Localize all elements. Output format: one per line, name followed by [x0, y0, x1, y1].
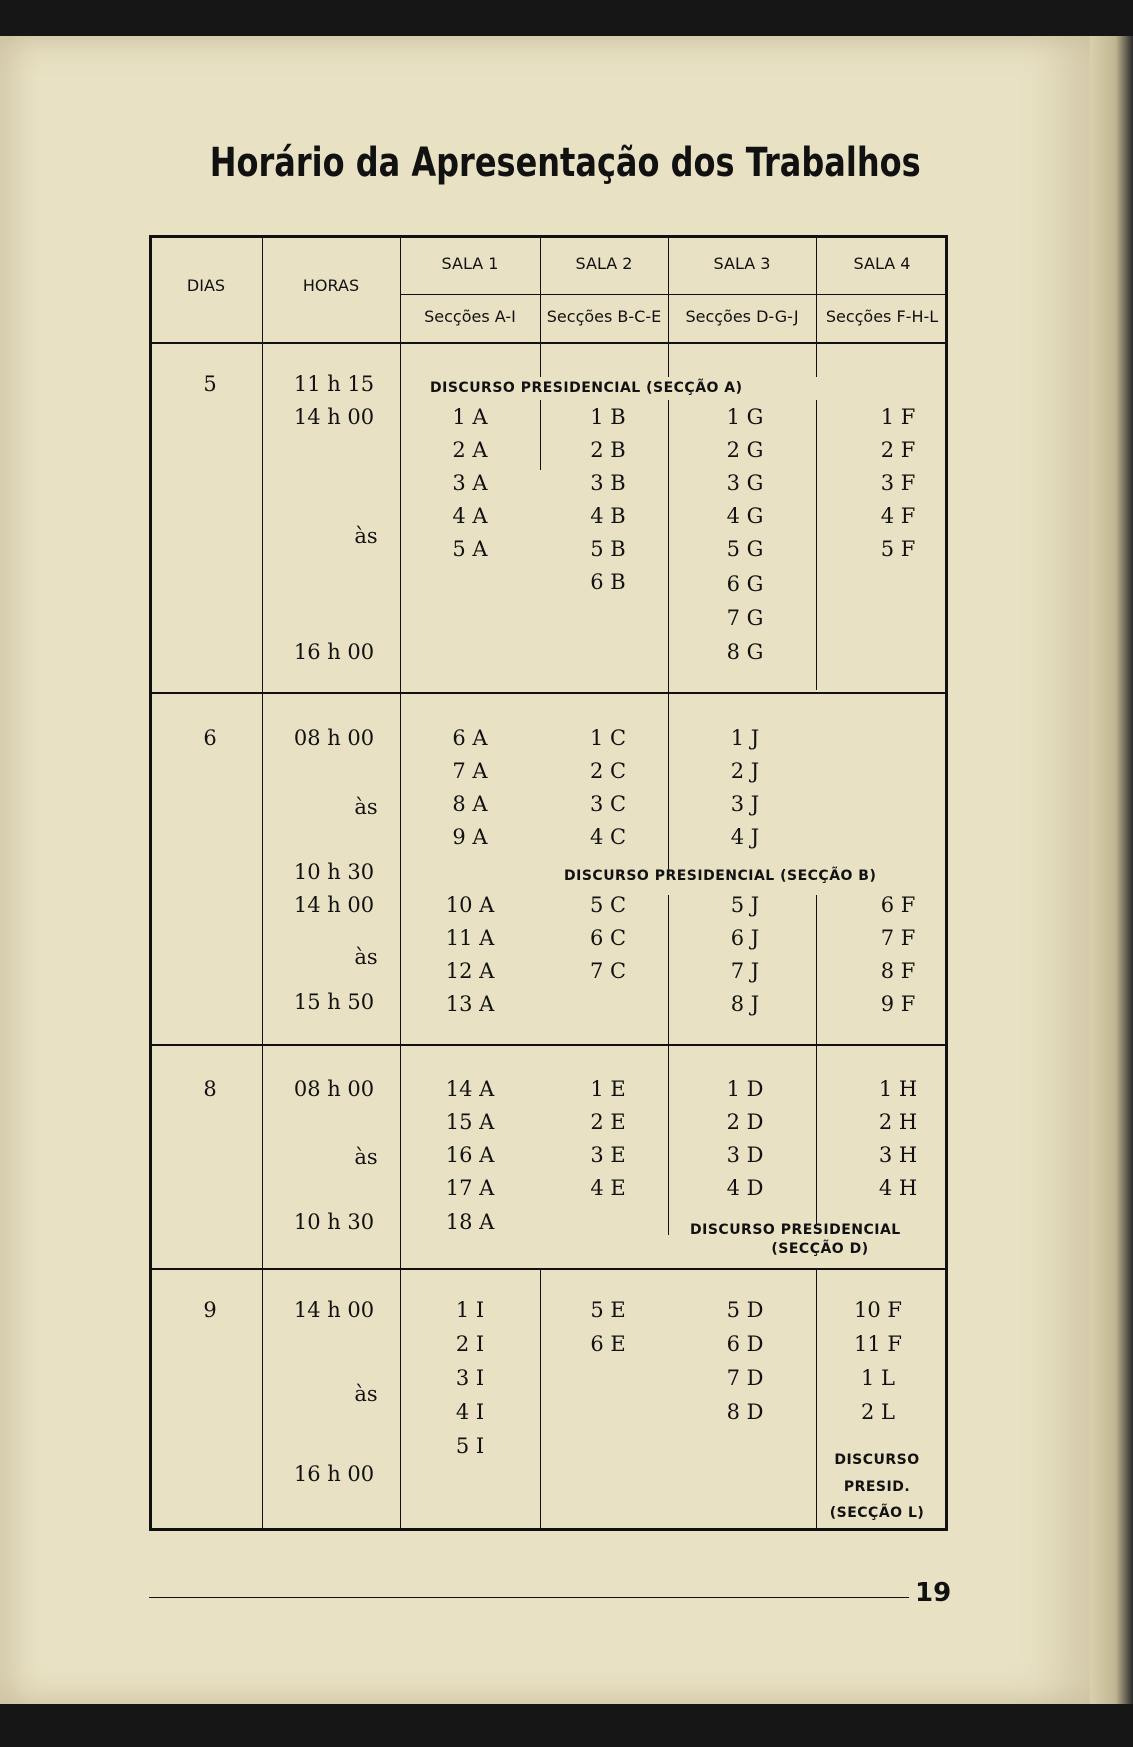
page-number: 19 — [915, 1578, 952, 1608]
time-label: 16 h 00 — [293, 1462, 375, 1486]
header-seccoes1: Secções A-I — [424, 307, 516, 326]
time-label: 16 h 00 — [293, 640, 375, 664]
session-cell: 8 J — [730, 992, 760, 1016]
session-cell: 4 G — [726, 504, 764, 528]
session-cell: 3 B — [590, 471, 626, 495]
session-cell: 5 A — [452, 537, 488, 561]
header-seccoes4: Secções F-H-L — [825, 307, 939, 326]
session-cell: 4 I — [455, 1400, 485, 1424]
session-cell: 4 C — [589, 825, 627, 849]
col-divider-sala2-body — [668, 400, 669, 870]
session-cell: 1 J — [730, 726, 760, 750]
session-cell: 8 G — [726, 640, 764, 664]
session-cell: 14 A — [445, 1077, 495, 1101]
header-bottom-line — [151, 342, 946, 344]
discurso-presidencial-a: DISCURSO PRESIDENCIAL (SECÇÃO A) — [430, 380, 743, 396]
day-label: 5 — [203, 372, 217, 396]
session-cell: 7 G — [726, 606, 764, 630]
session-cell: 4 A — [452, 504, 488, 528]
session-cell: 8 F — [880, 959, 916, 983]
session-cell: 9 A — [452, 825, 488, 849]
session-cell: 3 E — [590, 1143, 626, 1167]
col-divider-sala3 — [816, 237, 817, 377]
session-cell: 2 C — [589, 759, 627, 783]
session-cell: 2 J — [730, 759, 760, 783]
session-cell: 4 J — [730, 825, 760, 849]
session-cell: 3 G — [726, 471, 764, 495]
session-cell: 1 H — [878, 1077, 918, 1101]
time-label: 08 h 00 — [293, 726, 375, 750]
col-divider-horas — [400, 237, 401, 1529]
session-cell: 3 J — [730, 792, 760, 816]
session-cell: 5 I — [455, 1434, 485, 1458]
col-divider-sala1 — [540, 237, 541, 377]
header-seccoes3: Secções D-G-J — [685, 307, 799, 326]
day-label: 6 — [203, 726, 217, 750]
session-cell: 4 D — [726, 1176, 764, 1200]
col-divider-sala2 — [668, 237, 669, 377]
col-divider-sala3-body-d — [816, 1270, 817, 1530]
session-cell: 1 L — [861, 1366, 895, 1390]
discurso-l-line3: (SECÇÃO L) — [829, 1505, 925, 1521]
as-label: às — [354, 1382, 378, 1406]
col-divider-sala3-body-c — [816, 1045, 817, 1225]
day-label: 9 — [203, 1298, 217, 1322]
session-cell: 3 I — [455, 1366, 485, 1390]
session-cell: 1 I — [455, 1298, 485, 1322]
col-divider-dias — [262, 237, 263, 1529]
session-cell: 4 H — [878, 1176, 918, 1200]
session-cell: 5 F — [880, 537, 916, 561]
session-cell: 6 C — [589, 926, 627, 950]
session-cell: 11 A — [445, 926, 495, 950]
session-cell: 5 E — [590, 1298, 626, 1322]
session-cell: 2 B — [590, 438, 626, 462]
session-cell: 17 A — [445, 1176, 495, 1200]
session-cell: 1 D — [726, 1077, 764, 1101]
session-cell: 10 A — [445, 893, 495, 917]
discurso-l-line1: DISCURSO — [834, 1452, 920, 1468]
time-label: 10 h 30 — [293, 1210, 375, 1234]
session-cell: 2 I — [455, 1332, 485, 1356]
session-cell: 6 G — [726, 572, 764, 596]
session-cell: 1 A — [452, 405, 488, 429]
session-cell: 7 F — [880, 926, 916, 950]
day8-bottom-line — [151, 1268, 946, 1270]
col-divider-sala2-body-c — [668, 1045, 669, 1235]
session-cell: 12 A — [445, 959, 495, 983]
header-horas: HORAS — [302, 276, 360, 295]
discurso-presidencial-d: DISCURSO PRESIDENCIAL — [690, 1222, 901, 1238]
header-sala1: SALA 1 — [441, 254, 499, 273]
header-seccoes2: Secções B-C-E — [546, 307, 662, 326]
session-cell: 16 A — [445, 1143, 495, 1167]
session-cell: 3 H — [878, 1143, 918, 1167]
session-cell: 5 B — [590, 537, 626, 561]
page-title: Horário da Apresentação dos Trabalhos — [209, 140, 921, 186]
time-label: 14 h 00 — [293, 893, 375, 917]
page-edge — [1090, 36, 1133, 1704]
as-label: às — [354, 795, 378, 819]
time-label: 08 h 00 — [293, 1077, 375, 1101]
time-label: 15 h 50 — [293, 990, 375, 1014]
session-cell: 5 G — [726, 537, 764, 561]
time-label: 11 h 15 — [293, 372, 375, 396]
discurso-presidencial-b: DISCURSO PRESIDENCIAL (SECÇÃO B) — [564, 868, 877, 884]
col-divider-sala1-body — [540, 400, 541, 470]
time-label: 14 h 00 — [293, 405, 375, 429]
header-sala2: SALA 2 — [575, 254, 633, 273]
session-cell: 4 F — [880, 504, 916, 528]
session-cell: 6 E — [590, 1332, 626, 1356]
discurso-seccao-d: (SECÇÃO D) — [771, 1241, 869, 1257]
time-label: 10 h 30 — [293, 860, 375, 884]
session-cell: 11 F — [854, 1332, 902, 1356]
day5-bottom-line — [151, 692, 946, 694]
session-cell: 2 F — [880, 438, 916, 462]
session-cell: 5 D — [726, 1298, 764, 1322]
session-cell: 8 A — [452, 792, 488, 816]
session-cell: 3 F — [880, 471, 916, 495]
session-cell: 7 A — [452, 759, 488, 783]
session-cell: 7 J — [730, 959, 760, 983]
header-sala4: SALA 4 — [853, 254, 911, 273]
session-cell: 3 D — [726, 1143, 764, 1167]
session-cell: 4 E — [590, 1176, 626, 1200]
footer-rule — [149, 1597, 909, 1598]
time-label: 14 h 00 — [293, 1298, 375, 1322]
as-label: às — [354, 1145, 378, 1169]
header-dias: DIAS — [186, 276, 226, 295]
session-cell: 1 B — [590, 405, 626, 429]
header-sala3: SALA 3 — [713, 254, 771, 273]
session-cell: 6 B — [590, 570, 626, 594]
header-mid-line — [400, 294, 946, 295]
session-cell: 18 A — [445, 1210, 495, 1234]
as-label: às — [354, 945, 378, 969]
session-cell: 7 D — [726, 1366, 764, 1390]
session-cell: 7 C — [589, 959, 627, 983]
session-cell: 1 E — [590, 1077, 626, 1101]
session-cell: 2 L — [861, 1400, 895, 1424]
session-cell: 1 G — [726, 405, 764, 429]
session-cell: 6 D — [726, 1332, 764, 1356]
day-label: 8 — [203, 1077, 217, 1101]
session-cell: 5 J — [730, 893, 760, 917]
session-cell: 2 G — [726, 438, 764, 462]
session-cell: 6 F — [880, 893, 916, 917]
col-divider-sala1-body-d — [540, 1270, 541, 1530]
session-cell: 9 F — [880, 992, 916, 1016]
session-cell: 1 C — [589, 726, 627, 750]
session-cell: 13 A — [445, 992, 495, 1016]
session-cell: 3 C — [589, 792, 627, 816]
session-cell: 2 E — [590, 1110, 626, 1134]
session-cell: 6 J — [730, 926, 760, 950]
session-cell: 4 B — [590, 504, 626, 528]
session-cell: 6 A — [452, 726, 488, 750]
session-cell: 2 D — [726, 1110, 764, 1134]
discurso-l-line2: PRESID. — [843, 1479, 911, 1495]
session-cell: 15 A — [445, 1110, 495, 1134]
session-cell: 2 H — [878, 1110, 918, 1134]
session-cell: 1 F — [880, 405, 916, 429]
session-cell: 2 A — [452, 438, 488, 462]
session-cell: 8 D — [726, 1400, 764, 1424]
col-divider-sala3-body — [816, 400, 817, 690]
session-cell: 5 C — [589, 893, 627, 917]
session-cell: 3 A — [452, 471, 488, 495]
session-cell: 10 F — [854, 1298, 902, 1322]
day6-bottom-line — [151, 1044, 946, 1046]
as-label: às — [354, 524, 378, 548]
